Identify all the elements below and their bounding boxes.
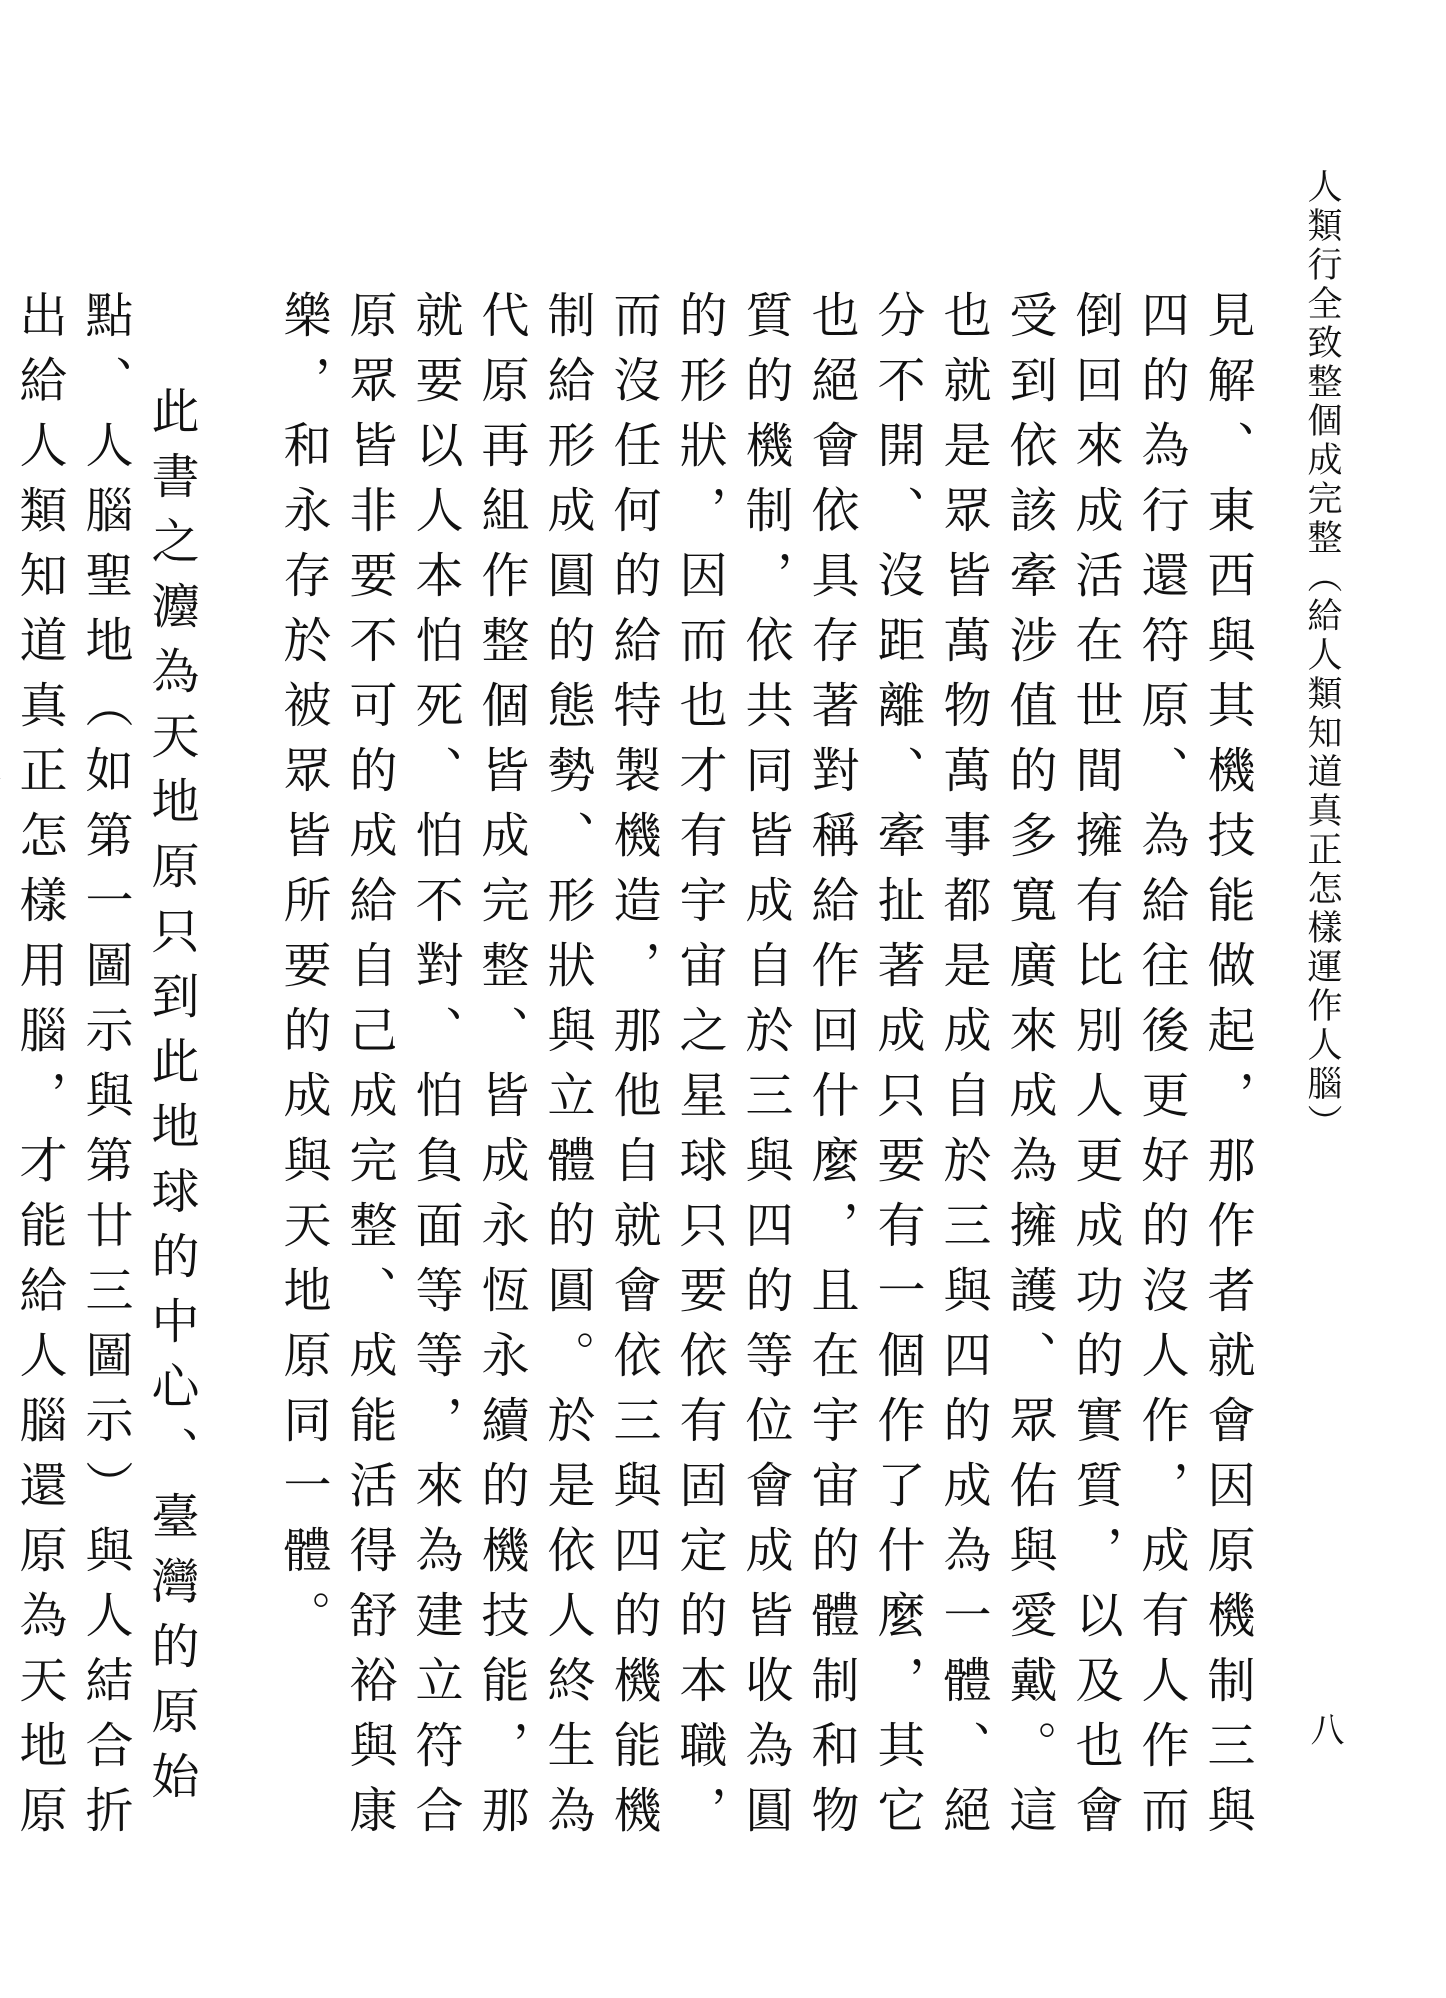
running-header: 人類行全致整個成完整（給人類知道真正怎樣運作人腦）: [1302, 168, 1342, 1143]
paragraph-2: 此書之灋為天地原只到此地球的中心、臺灣的原始點、人腦聖地（如第一圖示與第廿三圖示）與人結合折出給人類知道真正怎樣用腦，才能給人腦還原為天地原: [11, 290, 199, 1850]
paragraph-1: 見解、東西與其機技能做起，那作者就會因原機制三與四的為行還符原、為給往後更好的沒人作，成有人作而倒回來成活在世間擁有比別人更成功的實質，以及也會受到依該牽涉值的多寬廣來成為擁護、眾佑與愛戴。這也就是眾皆萬物萬事都是成自於三與四的成為一體、絕分不開、沒距離、牽扯著成只要有一個作了什麼，其它也絕會依具存著對稱給作回什麼，且在宇宙的體制和物質的機制，依共同皆成自於三與四的等位會成皆收為圓的形狀，因而也才有宇宙之星球只要依有固定的本職，而沒任何的給特製機造，那他自就會依三與四的機能機制給形成圓的態勢、形狀與立體的圓。於是依人終生為代原再組作整個皆成完整、皆成永恆永續的機技能，那就要以人本怕死、怕不對、怕負面等等，來為建立符合原眾皆非要不可的成給自己成完整、成能活得舒裕與康樂，和永存於被眾皆所要的成與天地原同一體。: [275, 290, 1255, 1850]
page-number: 八: [1304, 1712, 1344, 1746]
body-text: [11, 290, 1260, 1850]
